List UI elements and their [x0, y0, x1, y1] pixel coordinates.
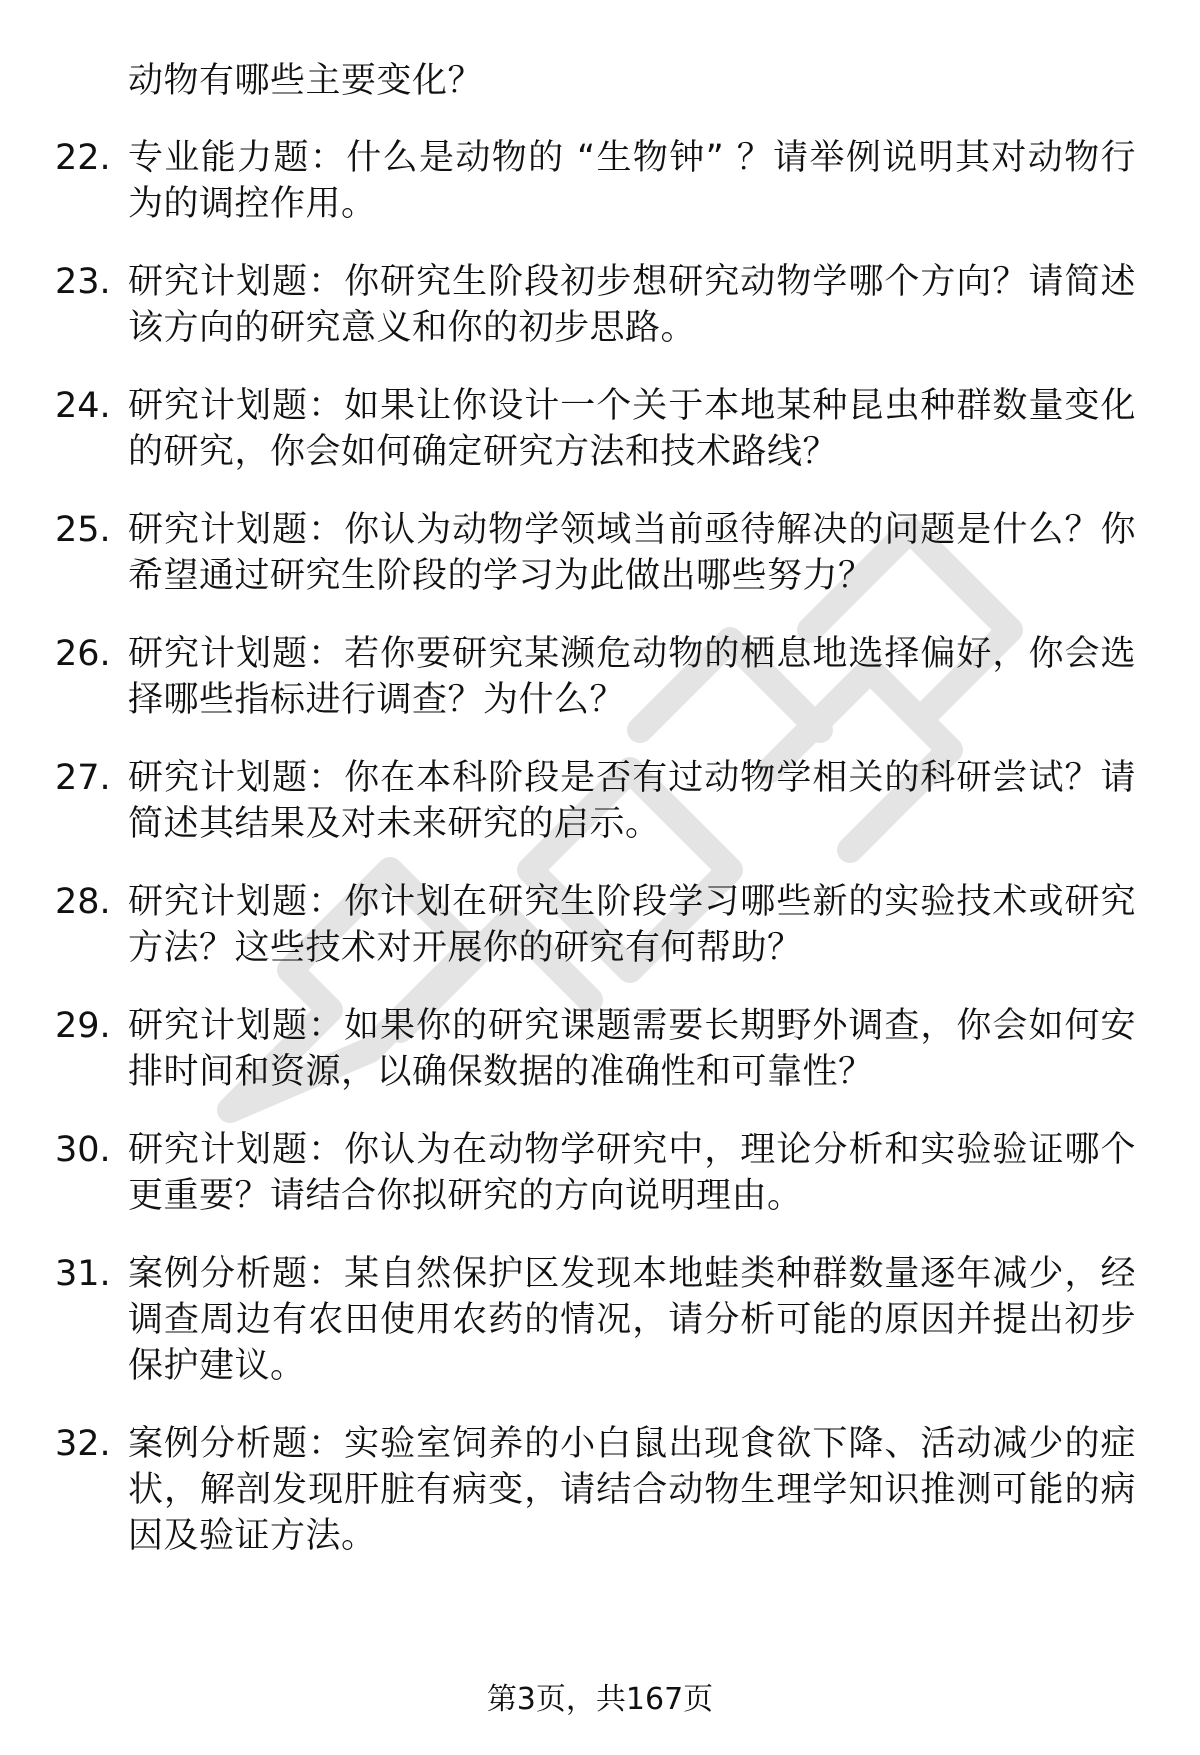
question-list	[0, 135, 1200, 1591]
question-item	[0, 1127, 1200, 1219]
question-item	[0, 1003, 1200, 1095]
question-item	[0, 259, 1200, 351]
question-number: 22.	[55, 138, 111, 178]
question-text: 研究计划题：如果让你设计一个关于本地某种昆虫种群数量变化的研究，你会如何确定研究方法和技术路线？	[128, 386, 1136, 472]
question-item	[0, 879, 1200, 971]
question-text: 研究计划题：如果你的研究课题需要长期野外调查，你会如何安排时间和资源，以确保数据的准确性和可靠性？	[128, 1006, 1136, 1092]
page-footer: 第3页，共167页	[486, 1682, 714, 1717]
question-item	[0, 631, 1200, 723]
question-item	[0, 507, 1200, 599]
question-number: 25.	[55, 510, 111, 550]
question-text: 研究计划题：你研究生阶段初步想研究动物学哪个方向？请简述该方向的研究意义和你的初步思路。	[128, 262, 1136, 348]
question-number: 27.	[55, 758, 111, 798]
question-item	[0, 755, 1200, 847]
question-number: 24.	[55, 386, 111, 426]
question-item	[0, 383, 1200, 475]
question-text: 研究计划题：你认为动物学领域当前亟待解决的问题是什么？你希望通过研究生阶段的学习为此做出哪些努力？	[128, 510, 1136, 596]
question-text: 研究计划题：你认为在动物学研究中，理论分析和实验验证哪个更重要？请结合你拟研究的方向说明理由。	[128, 1130, 1136, 1216]
question-item	[0, 135, 1200, 227]
question-text: 研究计划题：你在本科阶段是否有过动物学相关的科研尝试？请简述其结果及对未来研究的启示。	[128, 758, 1136, 844]
question-number: 30.	[55, 1130, 111, 1170]
question-number: 26.	[55, 634, 111, 674]
question-number: 29.	[55, 1006, 111, 1046]
continued-question-text: 动物有哪些主要变化？	[128, 61, 484, 101]
question-text: 案例分析题：实验室饲养的小白鼠出现食欲下降、活动减少的症状，解剖发现肝脏有病变，请结合动物生理学知识推测可能的病因及验证方法。	[128, 1424, 1136, 1556]
question-item	[0, 1251, 1200, 1389]
question-text: 专业能力题：什么是动物的 “生物钟” ？请举例说明其对动物行为的调控作用。	[128, 138, 1136, 224]
question-item	[0, 1421, 1200, 1559]
question-text: 案例分析题：某自然保护区发现本地蛙类种群数量逐年减少，经调查周边有农田使用农药的情况，请分析可能的原因并提出初步保护建议。	[128, 1254, 1136, 1386]
question-number: 31.	[55, 1254, 111, 1294]
question-text: 研究计划题：你计划在研究生阶段学习哪些新的实验技术或研究方法？这些技术对开展你的研究有何帮助？	[128, 882, 1136, 968]
question-number: 28.	[55, 882, 111, 922]
question-text: 研究计划题：若你要研究某濒危动物的栖息地选择偏好，你会选择哪些指标进行调查？为什么？	[128, 634, 1136, 720]
question-number: 23.	[55, 262, 111, 302]
question-number: 32.	[55, 1424, 111, 1464]
